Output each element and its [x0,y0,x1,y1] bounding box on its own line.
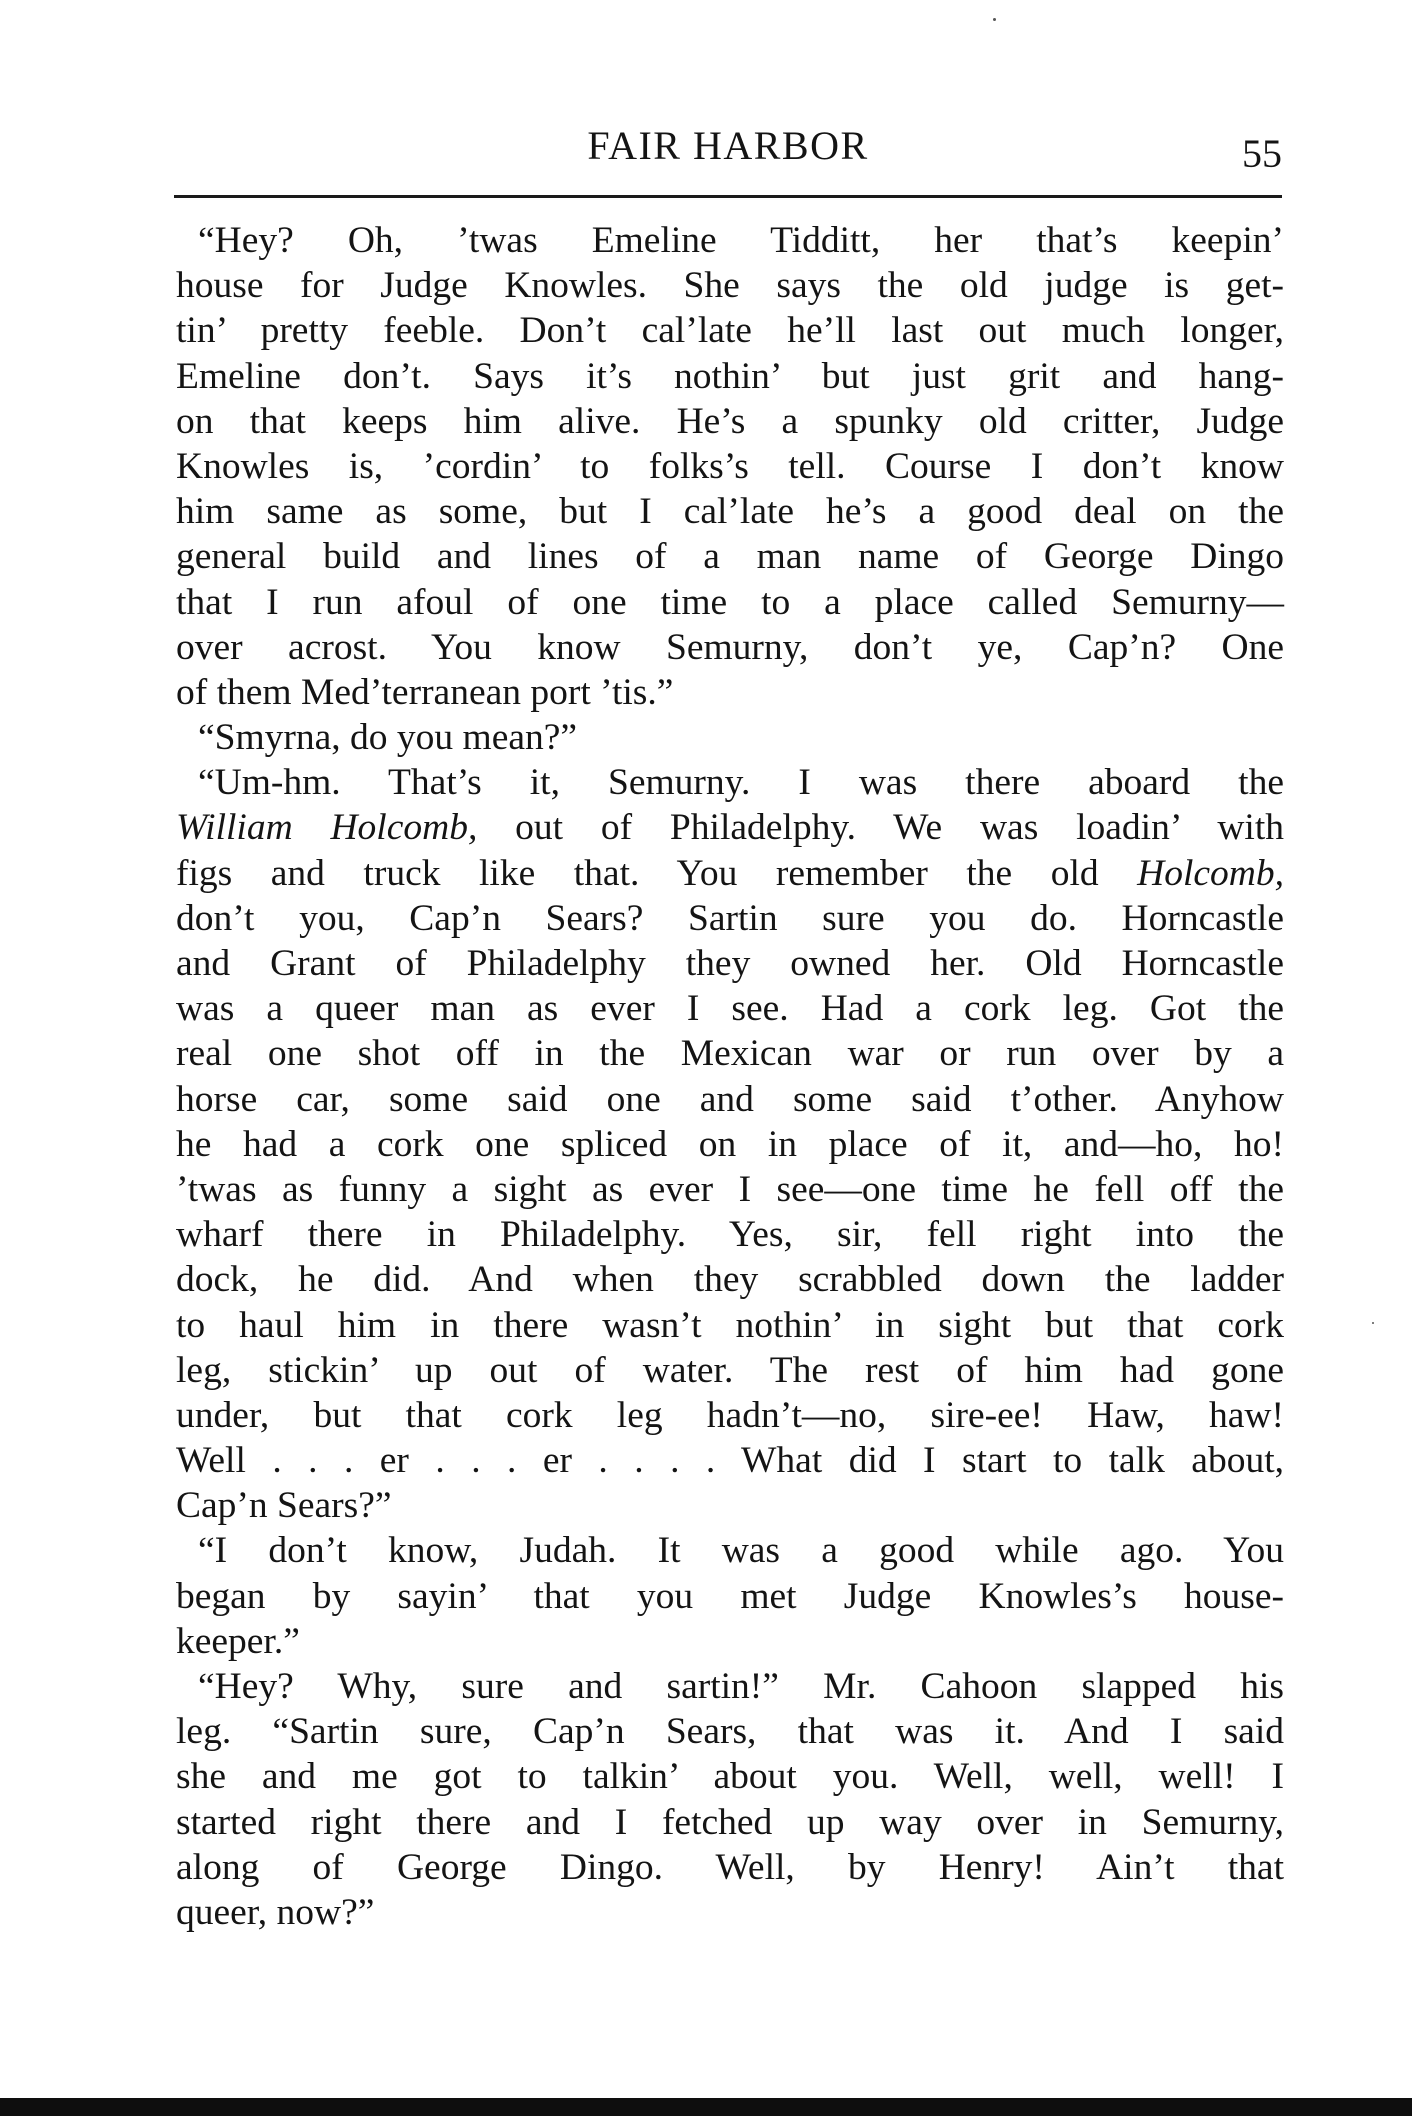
text-line: began by sayin’ that you met Judge Knowles’s house- [176,1575,1284,1617]
text-line: Cap’n Sears?” [176,1485,392,1527]
text-line: dock, he did. And when they scrabbled down the ladder [176,1259,1284,1301]
text-line: under, but that cork leg hadn’t—no, sire-ee! Haw, haw! [176,1394,1284,1436]
text-line: him same as some, but I cal’late he’s a good deal on the [176,491,1284,533]
ship-name: William Holcomb, [176,807,478,849]
text-line: Knowles is, ’cordin’ to folks’s tell. Course I don’t know [176,445,1284,487]
text-line: “Um-hm. That’s it, Semurny. I was there aboard the [198,762,1284,804]
text-line: leg. “Sartin sure, Cap’n Sears, that was it. And I said [176,1711,1284,1753]
text-line: real one shot off in the Mexican war or run over by a [176,1033,1284,1075]
text-line: tin’ pretty feeble. Don’t cal’late he’ll last out much longer, [176,310,1284,352]
body-text [176,218,1284,1935]
text-line: of them Med’terranean port ’tis.” [176,671,674,713]
page-number: 55 [1242,131,1282,176]
text-line: don’t you, Cap’n Sears? Sartin sure you do. Horncastle [176,897,1284,939]
text-line: Emeline don’t. Says it’s nothin’ but just grit and hang- [176,355,1284,397]
text-line-italic-title: William Holcomb, out of Philadelphy. We was loadin’ with [176,807,1285,849]
text-line: house for Judge Knowles. She says the old judge is get- [176,265,1284,307]
text-line: Well . . . er . . . er . . . . What did I start to talk about, [176,1440,1284,1482]
text-line-italic-title: figs and truck like that. You remember the old Holcomb, [176,852,1284,894]
text-line: on that keeps him alive. He’s a spunky old critter, Judge [176,400,1284,442]
text-line: “I don’t know, Judah. It was a good while ago. You [198,1530,1284,1572]
text-line: over acrost. You know Semurny, don’t ye, Cap’n? One [176,626,1284,668]
bottom-edge-bar [0,2098,1412,2116]
text-line: wharf there in Philadelphy. Yes, sir, fell right into the [176,1214,1284,1256]
page-header [174,122,1282,182]
text-line: “Hey? Why, sure and sartin!” Mr. Cahoon slapped his [198,1666,1284,1707]
text-line: keeper.” [176,1620,300,1662]
text-line: and Grant of Philadelphy they owned her. Old Horncastle [176,943,1284,984]
text-line: to haul him in there wasn’t nothin’ in sight but that cork [176,1304,1284,1346]
text-line: she and me got to talkin’ about you. Well, well, well! I [176,1756,1284,1798]
text-line: that I run afoul of one time to a place called Semurny— [176,581,1284,623]
text-line: queer, now?” [176,1891,375,1933]
paper-speck [993,18,996,21]
running-head: FAIR HARBOR [587,123,869,168]
text-line: leg, stickin’ up out of water. The rest of him had gone [176,1349,1284,1391]
text-line: was a queer man as ever I see. Had a cork leg. Got the [176,988,1284,1030]
header-rule [174,195,1282,198]
paper-speck [1372,1322,1374,1324]
text-line: general build and lines of a man name of George Dingo [176,536,1284,578]
text-line: along of George Dingo. Well, by Henry! Ain’t that [176,1846,1284,1888]
text-line: “Hey? Oh, ’twas Emeline Tidditt, her that’s keepin’ [198,220,1284,261]
ship-name: Holcomb, [1137,852,1284,894]
text-line: ’twas as funny a sight as ever I see—one time he fell off the [176,1168,1284,1210]
text-line: horse car, some said one and some said t’other. Anyhow [176,1078,1284,1120]
text-line: started right there and I fetched up way over in Semurny, [176,1801,1284,1843]
text-line: he had a cork one spliced on in place of it, and—ho, ho! [176,1123,1284,1165]
text-line: “Smyrna, do you mean?” [198,717,578,759]
